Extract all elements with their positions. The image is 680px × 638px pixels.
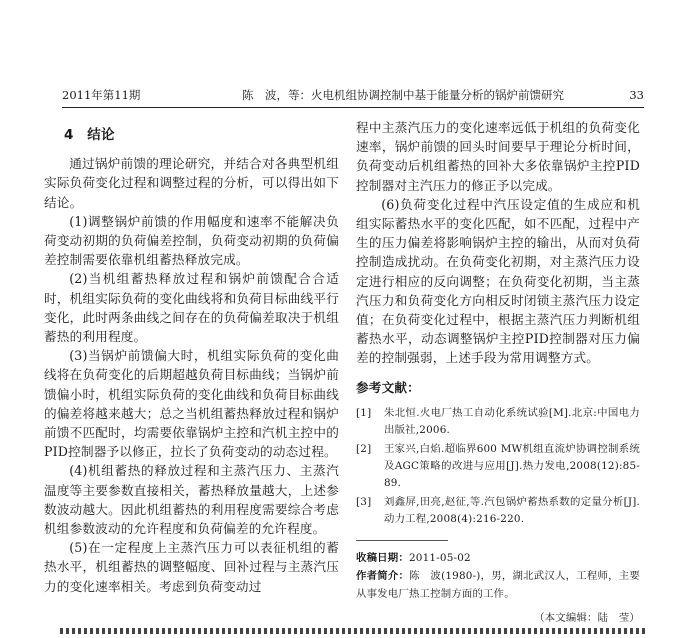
paragraph: 通过锅炉前馈的理论研究，并结合对各典型机组实际负荷变化过程和调整过程的分析，可以得出如下结论。 xyxy=(44,156,339,210)
author-value: 陈 波(1980-)，男，湖北武汉人，工程师，主要从事发电厂热工控制方面的工作。 xyxy=(356,569,641,600)
article-meta xyxy=(356,549,640,603)
header-rule xyxy=(62,107,644,108)
running-header xyxy=(62,86,644,104)
received-date xyxy=(356,549,640,567)
page-number: 33 xyxy=(629,88,644,102)
reference-text: 王家兴,白焰.超临界600 MW机组直流炉协调控制系统及AGC策略的改进与应用[J].热力发电,2008(12):85-89. xyxy=(384,442,640,489)
reference-number: [3] xyxy=(356,495,372,508)
paragraph: (6)负荷变化过程中汽压设定值的生成应和机组实际蓄热水平的变化匹配，如不匹配，过程中产生的压力偏差将影响锅炉主控的输出，从而对负荷控制造成扰动。在负荷变化初期，对主蒸汽压力设定进行相应的反向调整；在负荷变化初期，当主蒸汽压力和负荷变化方向相反时闭锁主蒸汽压力设定值；在负荷变化过程中，根据主蒸汽压力判断机组蓄热水平，动态调整锅炉主控PID控制器对压力偏差的控制强弱，上述手段为常用调整方式。 xyxy=(356,196,640,366)
reference-text: 刘鑫屏,田亮,赵征,等.汽包锅炉蓄热系数的定量分析[J].动力工程,2008(4):216-220. xyxy=(384,495,640,525)
reference-item xyxy=(356,405,640,439)
author-bio xyxy=(356,567,640,603)
left-column xyxy=(44,122,339,596)
paragraph: 程中主蒸汽压力的变化速率远低于机组的负荷变化速率，锅炉前馈的回头时间要早于理论分析时间，负荷变动后机组蓄热的回补大多依靠锅炉主控PID控制器对主汽压力的修正予以完成。 xyxy=(356,120,640,193)
paragraph: (5)在一定程度上主蒸汽压力可以表征机组的蓄热水平，机组蓄热的调整幅度、回补过程与主蒸汽压力的变化速率相关。考虑到负荷变动过 xyxy=(44,540,339,594)
paragraph: (1)调整锅炉前馈的作用幅度和速率不能解决负荷变动初期的负荷偏差控制，负荷变动初期的负荷偏差控制需要依靠机组蓄热释放完成。 xyxy=(44,213,339,268)
paragraph: (4)机组蓄热的释放过程和主蒸汽压力、主蒸汽温度等主要参数直接相关，蓄热释放量越大，上述参数波动越大。因此机组蓄热的利用程度需要综合考虑机组参数波动的允许程度和负荷偏差的允许程度。 xyxy=(44,463,339,537)
references-title: 参考文献： xyxy=(356,379,420,395)
reference-number: [2] xyxy=(356,442,372,455)
reference-number: [1] xyxy=(356,406,372,419)
received-label: 收稿日期： xyxy=(356,551,409,564)
right-column xyxy=(356,118,640,628)
decorative-border xyxy=(60,628,646,634)
paragraph: (3)当锅炉前馈偏大时，机组实际负荷的变化曲线将在负荷变化的后期超越负荷目标曲线；当锅炉前馈偏小时，机组实际负荷的变化曲线和负荷目标曲线的偏差将越来越大；总之当机组蓄热释放过程和锅炉前馈不匹配时，均需要依靠锅炉主控和汽机主控中的PID控制器予以修正，拉长了负荷变动的动态过程。 xyxy=(44,348,339,460)
meta-divider xyxy=(356,540,448,541)
reference-text: 朱北恒.火电厂热工自动化系统试验[M].北京:中国电力出版社,2006. xyxy=(384,406,640,436)
issue-label: 2011年第11期 xyxy=(62,88,141,102)
paragraph: (2)当机组蓄热释放过程和锅炉前馈配合合适时，机组实际负荷的变化曲线将和负荷目标曲线平行变化，此时两条曲线之间存在的负荷偏差取决于机组蓄热的利用程度。 xyxy=(44,271,339,345)
editor-note: （本文编辑：陆 莹） xyxy=(534,611,640,624)
section-title: 4 结论 xyxy=(64,127,115,143)
reference-item xyxy=(356,441,640,492)
reference-list xyxy=(356,405,640,528)
received-value: 2011-05-02 xyxy=(408,551,471,564)
running-title: 陈 波，等：火电机组协调控制中基于能量分析的锅炉前馈研究 xyxy=(242,88,564,102)
reference-item xyxy=(356,494,640,528)
author-label: 作者简介： xyxy=(356,569,410,582)
